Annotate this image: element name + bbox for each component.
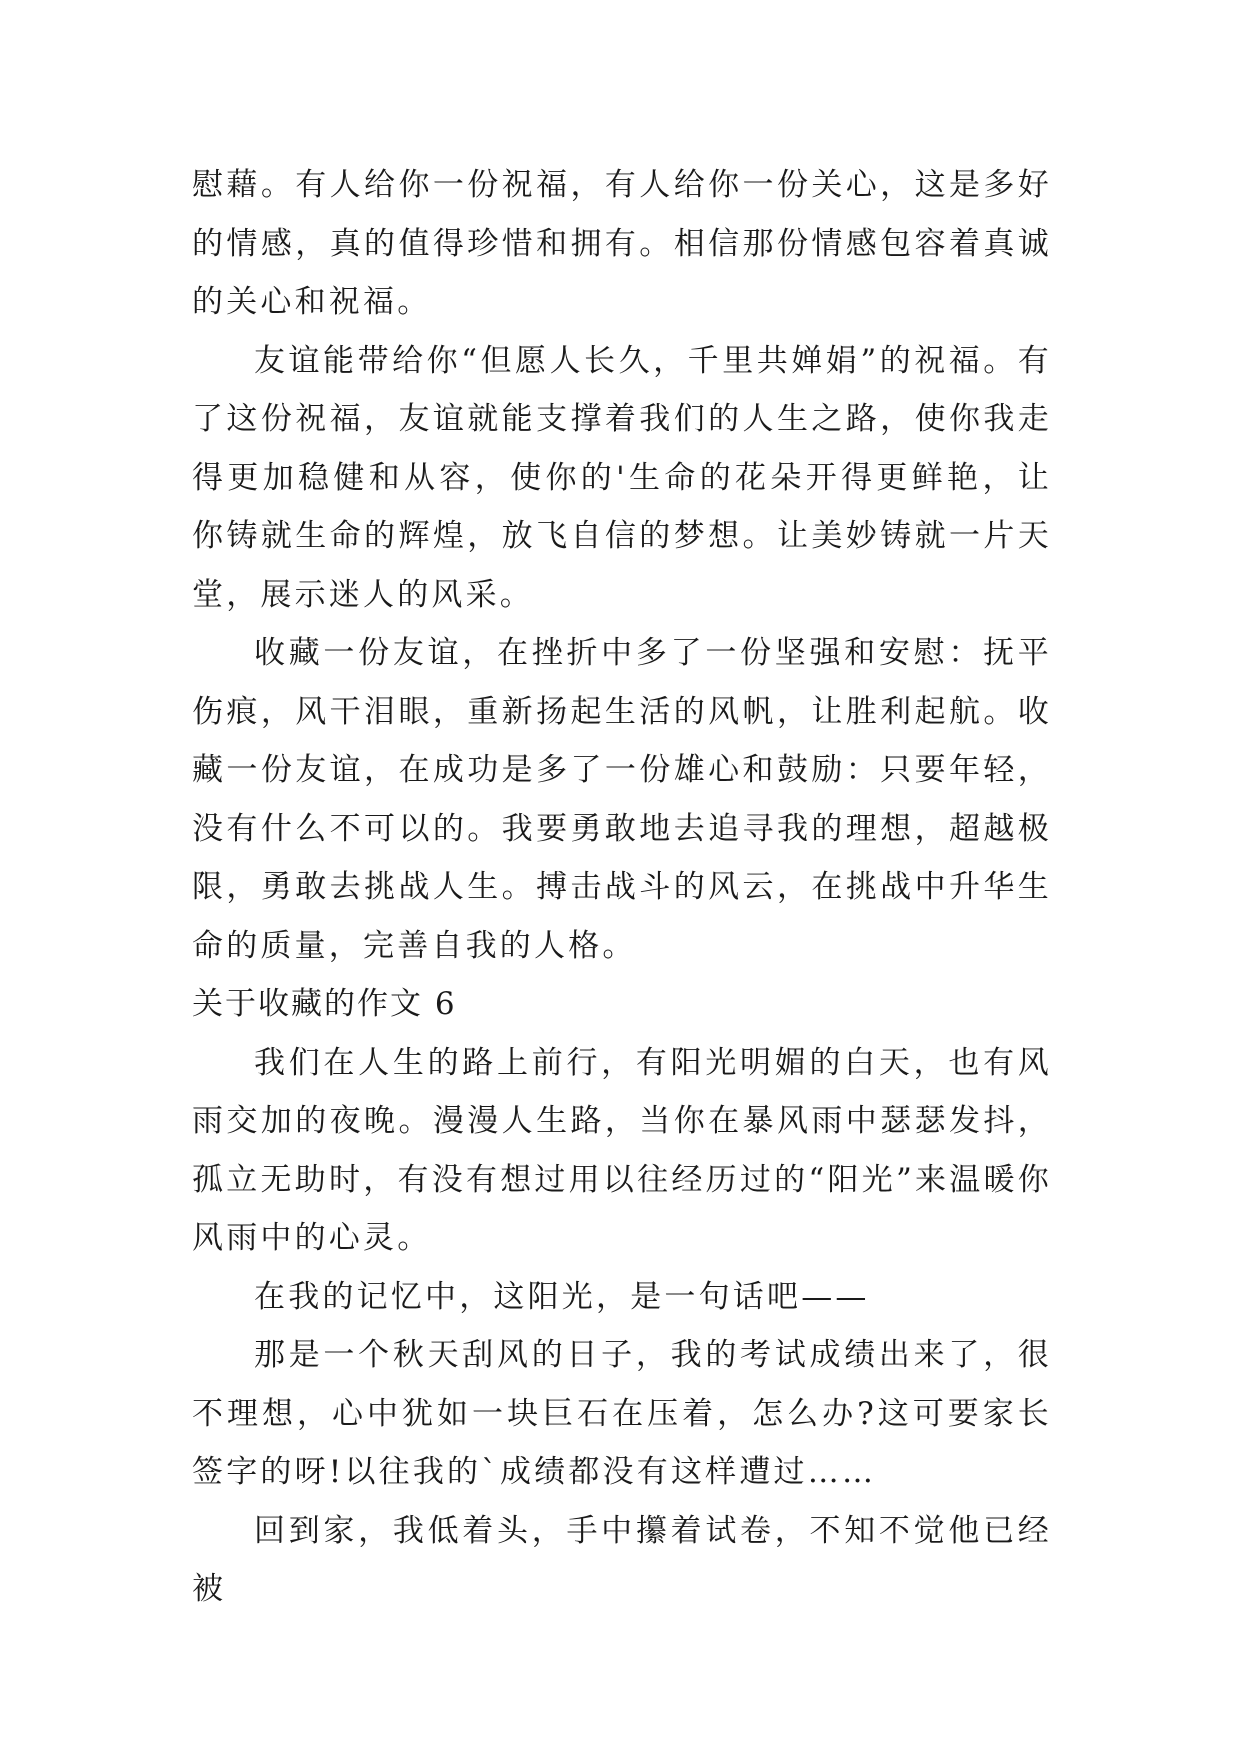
paragraph-life-road: 我们在人生的路上前行，有阳光明媚的白天，也有风雨交加的夜晚。漫漫人生路，当你在暴风雨中瑟瑟发抖，孤立无助时，有没有想过用以往经历过的“阳光”来温暖你风雨中的心灵。: [192, 1044, 1052, 1256]
paragraph-back-home: 回到家，我低着头，手中攥着试卷，不知不觉他已经被: [192, 1512, 1052, 1607]
paragraph-continued: 慰藉。有人给你一份祝福，有人给你一份关心，这是多好的情感，真的值得珍惜和拥有。相信那份情感包容着真诚的关心和祝福。: [192, 167, 1052, 320]
paragraph-friendship-blessing: 友谊能带给你“但愿人长久，千里共婵娟”的祝福。有了这份祝福，友谊就能支撑着我们的人生之路，使你我走得更加稳健和从容，使你的'生命的花朵开得更鲜艳，让你铸就生命的辉煌，放飞自信的梦想。让美妙铸就一片天堂，展示迷人的风采。: [192, 342, 1052, 613]
document-body: [192, 156, 1052, 1619]
section-title: 关于收藏的作文 6: [192, 986, 457, 1022]
paragraph-memory: 在我的记忆中，这阳光，是一句话吧——: [254, 1278, 870, 1315]
paragraph-collect-friendship: 收藏一份友谊，在挫折中多了一份坚强和安慰：抚平伤痕，风干泪眼，重新扬起生活的风帆，让胜利起航。收藏一份友谊，在成功是多了一份雄心和鼓励：只要年轻，没有什么不可以的。我要勇敢地去追寻我的理想，超越极限，勇敢去挑战人生。搏击战斗的风云，在挑战中升华生命的质量，完善自我的人格。: [192, 635, 1052, 964]
paragraph-autumn-day: 那是一个秋天刮风的日子，我的考试成绩出来了，很不理想，心中犹如一块巨石在压着，怎么办?这可要家长签字的呀!以往我的`成绩都没有这样遭过……: [192, 1337, 1052, 1490]
